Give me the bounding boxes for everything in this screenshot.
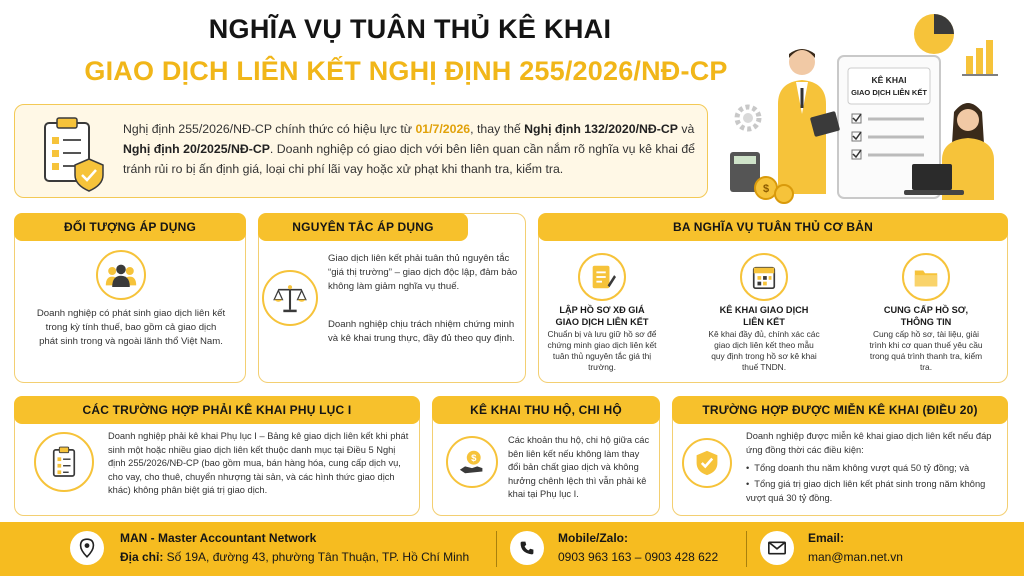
footer-divider (746, 531, 747, 567)
card-principles-p1: Giao dịch liên kết phải tuân thủ nguyên tắc “giá thị trường” – giao dịch độc lập, đảm bảo không làm giảm nghĩa vụ thuế. (328, 253, 518, 292)
scales-icon (262, 270, 318, 326)
location-pin-icon (70, 531, 104, 565)
card-collect-body: Các khoản thu hộ, chi hộ giữa các bên liên kết nếu không làm thay đổi bản chất giao dịch và không hưởng chênh lệch thì vẫn phải kê khai tại Phụ lục I. (508, 435, 650, 500)
company-address: Địa chỉ: Số 19A, đường 43, phường Tân Thuận, TP. Hồ Chí Minh (120, 550, 470, 564)
shield-check-icon (682, 438, 732, 488)
people-icon (96, 250, 146, 300)
card-collect-title: KÊ KHAI THU HỘ, CHI HỘ (432, 396, 660, 424)
checklist-icon (34, 432, 94, 492)
svg-text:$: $ (762, 183, 770, 195)
decree-132: Nghị định 132/2020/NĐ-CP (524, 122, 678, 136)
obligation-1-title: LẬP HỒ SƠ XĐ GIÁ GIAO DỊCH LIÊN KẾT (555, 305, 649, 327)
mail-icon (760, 531, 794, 565)
footer-bar (0, 522, 1024, 576)
card-subjects-body: Doanh nghiệp có phát sinh giao dịch liên kết trong kỳ tính thuế, bao gồm cả giao dịch phát sinh trong và ngoài lãnh thổ Việt Nam. (36, 308, 226, 347)
company-name: MAN - Master Accountant Network (120, 531, 317, 545)
card-exempt-bullet-1: • Tổng doanh thu năm không vượt quá 50 tỷ đồng; và (746, 463, 970, 473)
phone-number[interactable]: 0903 963 163 – 0903 428 622 (558, 550, 719, 564)
phone-icon (510, 531, 544, 565)
card-appendix-title: CÁC TRƯỜNG HỢP PHẢI KÊ KHAI PHỤ LỤC I (14, 396, 420, 424)
email-label: Email: (808, 531, 845, 545)
obligation-1-body: Chuẩn bị và lưu giữ hồ sơ để chứng minh giao dịch liên kết tuân thủ nguyên tắc giá thị trường. (547, 329, 657, 372)
card-principles-title: NGUYÊN TẮC ÁP DỤNG (258, 213, 468, 241)
folder-icon (902, 253, 950, 301)
card-exempt-title: TRƯỜNG HỢP ĐƯỢC MIỄN KÊ KHAI (ĐIỀU 20) (672, 396, 1008, 424)
hero-illustration (716, 4, 1020, 204)
main-title: NGHĨA VỤ TUÂN THỦ KÊ KHAI (208, 14, 612, 44)
card-appendix-body: Doanh nghiệp phải kê khai Phụ lục I – Bảng kê giao dịch liên kết khi phát sinh một hoặc nhiều giao dịch liên kết thuộc danh mục tại Điều 5 Nghị định 255/2026/NĐ-CP (bao gồm mua, bán hàng hóa, cung cấp dịch vụ, cho vay, cho thuê, chuyển nhượng tài sản, và các hình thức giao dịch khác) không phân biệt giá trị giao dịch. (108, 431, 409, 496)
board-line1: KÊ KHAI (871, 75, 907, 85)
calendar-form-icon (740, 253, 788, 301)
clipboard-shield-icon (39, 115, 107, 193)
card-subjects-title: ĐỐI TƯỢNG ÁP DỤNG (14, 213, 246, 241)
phone-label: Mobile/Zalo: (558, 531, 628, 545)
money-hand-icon (446, 436, 498, 488)
effective-date: 01/7/2026 (415, 122, 471, 136)
obligation-3-body: Cung cấp hồ sơ, tài liệu, giải trình khi cơ quan thuế yêu cầu trong quá trình thanh tra, kiểm tra. (869, 329, 983, 372)
svg-text:$: $ (471, 453, 477, 465)
obligation-2-title: KÊ KHAI GIAO DỊCH LIÊN KẾT (719, 305, 809, 327)
intro-text: Nghị định 255/2026/NĐ-CP chính thức có hiệu lực từ 01/7/2026, thay thế Nghị định 132/2020/NĐ-CP và Nghị định 20/2025/NĐ-CP. Doanh nghiệp có giao dịch với bên liên quan cần nắm rõ nghĩa vụ kê khai để tránh rủi ro bị ấn định giá, loại chi phí lãi vay hoặc xử phạt khi thanh tra, kiểm tra. (123, 122, 695, 176)
board-line2: GIAO DỊCH LIÊN KẾT (851, 88, 927, 97)
sub-title: GIAO DỊCH LIÊN KẾT NGHỊ ĐỊNH 255/2026/NĐ-CP (84, 56, 728, 86)
obligation-2-body: Kê khai đầy đủ, chính xác các giao dịch liên kết theo mẫu quy định trong hồ sơ kê khai thuế TNDN. (708, 329, 820, 372)
document-pen-icon (578, 253, 626, 301)
email-address[interactable]: man@man.net.vn (808, 550, 903, 564)
intro-box (14, 104, 708, 198)
card-three-title: BA NGHĨA VỤ TUÂN THỦ CƠ BẢN (538, 213, 1008, 241)
card-principles-p2: Doanh nghiệp chịu trách nhiệm chứng minh và kê khai trung thực, đầy đủ theo quy định. (328, 319, 515, 344)
decree-20: Nghị định 20/2025/NĐ-CP (123, 142, 270, 156)
card-exempt-intro: Doanh nghiệp được miễn kê khai giao dịch liên kết nếu đáp ứng đồng thời các điều kiện: (746, 431, 992, 455)
obligation-3-title: CUNG CẤP HỒ SƠ, THÔNG TIN (883, 305, 969, 327)
footer-divider (496, 531, 497, 567)
card-exempt-bullet-2: • Tổng giá trị giao dịch liên kết phát sinh trong năm không vượt quá 30 tỷ đồng. (746, 479, 986, 503)
